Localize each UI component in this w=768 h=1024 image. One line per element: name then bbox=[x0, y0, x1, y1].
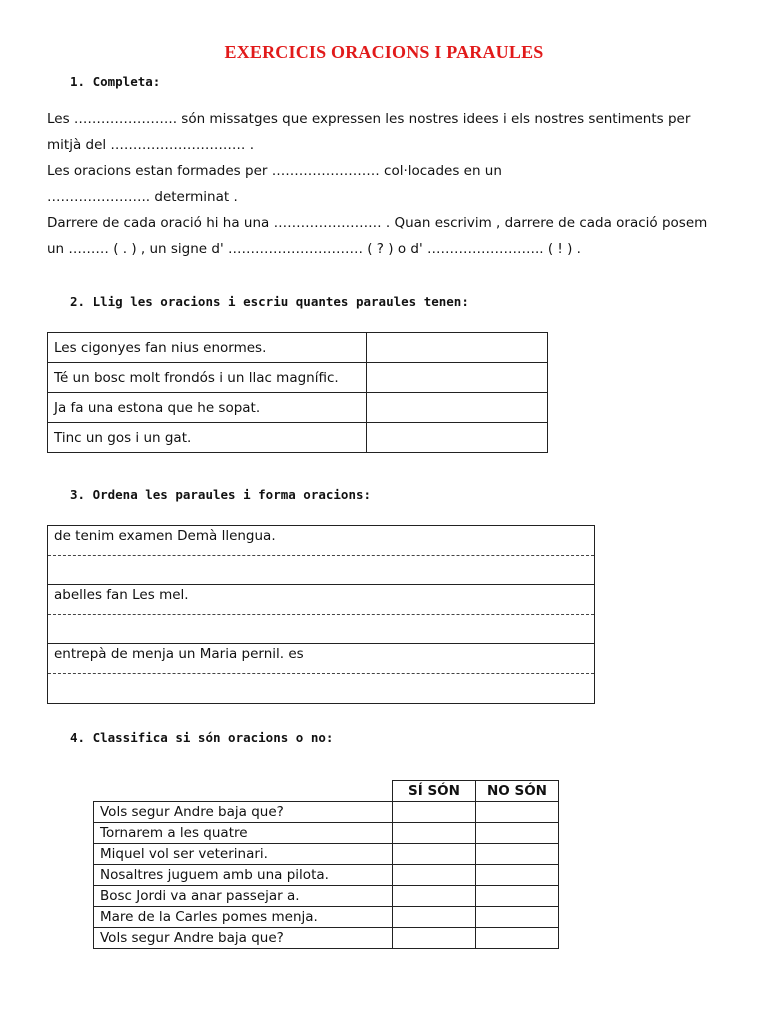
sentence-cell: Bosc Jordi va anar passejar a. bbox=[94, 886, 393, 907]
yes-cell[interactable] bbox=[393, 865, 476, 886]
table-header-row bbox=[94, 781, 559, 802]
answer-cell[interactable] bbox=[367, 393, 548, 423]
header-yes: SÍ SÓN bbox=[393, 781, 476, 802]
text-line: mitjà del ………………………… . bbox=[47, 137, 255, 153]
section-1-text bbox=[47, 106, 727, 262]
table-row bbox=[94, 802, 559, 823]
section-4-heading: 4. Classifica si són oracions o no: bbox=[70, 730, 334, 745]
page-title: EXERCICIS ORACIONS I PARAULES bbox=[224, 42, 544, 62]
no-cell[interactable] bbox=[476, 823, 559, 844]
no-cell[interactable] bbox=[476, 928, 559, 949]
yes-cell[interactable] bbox=[393, 844, 476, 865]
sentence-cell: Tornarem a les quatre bbox=[94, 823, 393, 844]
no-cell[interactable] bbox=[476, 802, 559, 823]
table-row bbox=[48, 363, 548, 393]
section-1-heading: 1. Completa: bbox=[70, 74, 161, 89]
scrambled-sentence: abelles fan Les mel. bbox=[48, 585, 594, 615]
scrambled-sentence: de tenim examen Demà llengua. bbox=[48, 526, 594, 556]
answer-cell[interactable] bbox=[367, 333, 548, 363]
no-cell[interactable] bbox=[476, 844, 559, 865]
text-line: un ……… ( . ) , un signe d' ………………………… ( ? ) o d' …………………….. ( ! ) . bbox=[47, 241, 581, 257]
sentence-cell: Vols segur Andre baja que? bbox=[94, 928, 393, 949]
text-line: Les ………………….. són missatges que expressen les nostres idees i els nostres sentiments per bbox=[47, 111, 691, 127]
table-row bbox=[48, 333, 548, 363]
sentence-cell: Vols segur Andre baja que? bbox=[94, 802, 393, 823]
section-2-heading: 2. Llig les oracions i escriu quantes paraules tenen: bbox=[70, 294, 469, 309]
table-row bbox=[94, 907, 559, 928]
sentence-cell: Les cigonyes fan nius enormes. bbox=[48, 333, 367, 363]
text-line: ………………….. determinat . bbox=[47, 189, 238, 205]
text-line: Les oracions estan formades per …………………… col·locades en un bbox=[47, 163, 502, 179]
yes-cell[interactable] bbox=[393, 928, 476, 949]
sentence-cell: Mare de la Carles pomes menja. bbox=[94, 907, 393, 928]
answer-line[interactable] bbox=[48, 674, 594, 704]
header-no: NO SÓN bbox=[476, 781, 559, 802]
yes-cell[interactable] bbox=[393, 802, 476, 823]
sentence-cell: Tinc un gos i un gat. bbox=[48, 423, 367, 453]
table-row bbox=[94, 844, 559, 865]
sentence-cell: Nosaltres juguem amb una pilota. bbox=[94, 865, 393, 886]
table-row bbox=[94, 928, 559, 949]
yes-cell[interactable] bbox=[393, 886, 476, 907]
word-count-table bbox=[47, 332, 548, 453]
no-cell[interactable] bbox=[476, 907, 559, 928]
answer-line[interactable] bbox=[48, 556, 594, 586]
table-row bbox=[48, 393, 548, 423]
sentence-cell: Té un bosc molt frondós i un llac magnífic. bbox=[48, 363, 367, 393]
no-cell[interactable] bbox=[476, 886, 559, 907]
order-words-box bbox=[47, 525, 595, 704]
table-row bbox=[48, 423, 548, 453]
yes-cell[interactable] bbox=[393, 823, 476, 844]
sentence-cell: Miquel vol ser veterinari. bbox=[94, 844, 393, 865]
table-row bbox=[94, 823, 559, 844]
answer-cell[interactable] bbox=[367, 363, 548, 393]
section-3-heading: 3. Ordena les paraules i forma oracions: bbox=[70, 487, 372, 502]
table-row bbox=[94, 886, 559, 907]
empty-header bbox=[94, 781, 393, 802]
no-cell[interactable] bbox=[476, 865, 559, 886]
scrambled-sentence: entrepà de menja un Maria pernil. es bbox=[48, 644, 594, 674]
sentence-cell: Ja fa una estona que he sopat. bbox=[48, 393, 367, 423]
classify-table bbox=[93, 780, 559, 949]
answer-cell[interactable] bbox=[367, 423, 548, 453]
text-line: Darrere de cada oració hi ha una …………………… . Quan escrivim , darrere de cada oració posem bbox=[47, 215, 708, 231]
yes-cell[interactable] bbox=[393, 907, 476, 928]
table-row bbox=[94, 865, 559, 886]
answer-line[interactable] bbox=[48, 615, 594, 645]
